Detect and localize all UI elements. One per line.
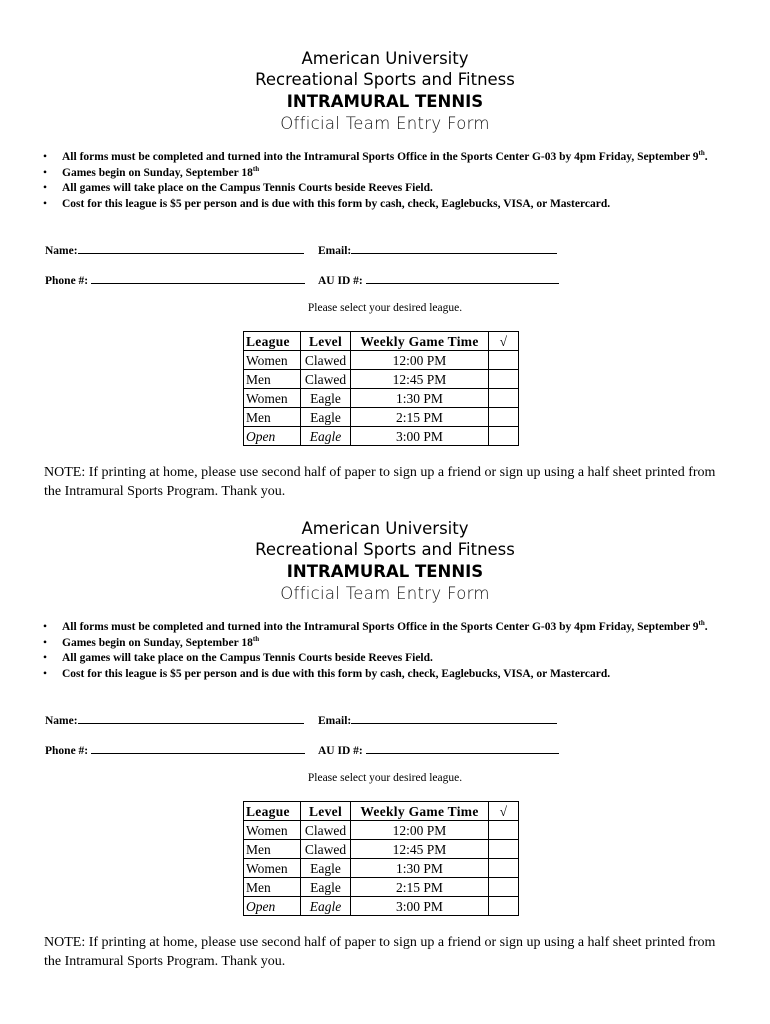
league-cell: Open	[244, 427, 301, 446]
time-cell: 1:30 PM	[351, 389, 489, 408]
table-row	[244, 427, 519, 446]
time-cell: 3:00 PM	[351, 897, 489, 916]
table-row	[244, 408, 519, 427]
phone-field[interactable]: Phone #:	[45, 273, 305, 287]
league-cell: Open	[244, 897, 301, 916]
header-league: League	[244, 332, 301, 351]
level-cell: Eagle	[301, 408, 351, 427]
name-field[interactable]: Name:	[45, 243, 304, 257]
time-cell: 12:45 PM	[351, 370, 489, 389]
printing-note: NOTE: If printing at home, please use second half of paper to sign up a friend or sign up using a half sheet printed from the Intramural Sports Program. Thank you.	[44, 465, 716, 499]
select-checkbox-cell[interactable]	[489, 408, 519, 427]
select-checkbox-cell[interactable]	[489, 821, 519, 840]
rule-cost: • Cost for this league is $5 per person and is due with this form by cash, check, Eaglebucks, VISA, or Mastercard.	[40, 667, 730, 683]
table-row	[244, 821, 519, 840]
time-cell: 12:45 PM	[351, 840, 489, 859]
header-league: League	[244, 802, 301, 821]
au-id-field[interactable]: AU ID #:	[318, 273, 559, 287]
phone-field[interactable]: Phone #:	[45, 743, 305, 757]
rule-location: • All games will take place on the Campus Tennis Courts beside Reeves Field.	[40, 181, 730, 197]
form-title: Official Team Entry Form	[280, 114, 490, 133]
league-cell: Men	[244, 370, 301, 389]
phone-line[interactable]	[91, 273, 305, 284]
header-check: √	[489, 332, 519, 351]
rules-list	[40, 620, 730, 682]
sport-title: INTRAMURAL TENNIS	[286, 562, 484, 581]
time-cell: 12:00 PM	[351, 821, 489, 840]
au-id-line[interactable]	[366, 743, 559, 754]
table-header-row	[244, 332, 519, 351]
printing-note: NOTE: If printing at home, please use second half of paper to sign up a friend or sign up using a half sheet printed from the Intramural Sports Program. Thank you.	[44, 935, 716, 969]
table-header-row	[244, 802, 519, 821]
name-line[interactable]	[78, 243, 304, 254]
select-checkbox-cell[interactable]	[489, 370, 519, 389]
league-cell: Women	[244, 859, 301, 878]
select-checkbox-cell[interactable]	[489, 897, 519, 916]
department-title: Recreational Sports and Fitness	[255, 70, 515, 89]
table-row	[244, 351, 519, 370]
entry-form-top	[0, 0, 770, 499]
email-line[interactable]	[351, 713, 557, 724]
au-id-line[interactable]	[366, 273, 559, 284]
time-cell: 1:30 PM	[351, 859, 489, 878]
select-checkbox-cell[interactable]	[489, 859, 519, 878]
table-row	[244, 859, 519, 878]
table-row	[244, 897, 519, 916]
league-table	[243, 801, 519, 916]
name-field[interactable]: Name:	[45, 713, 304, 727]
table-row	[244, 370, 519, 389]
header-level: Level	[301, 332, 351, 351]
time-cell: 3:00 PM	[351, 427, 489, 446]
select-checkbox-cell[interactable]	[489, 878, 519, 897]
rule-start-date: • Games begin on Sunday, September 18th	[40, 636, 730, 652]
select-checkbox-cell[interactable]	[489, 840, 519, 859]
name-line[interactable]	[78, 713, 304, 724]
university-title: American University	[301, 519, 469, 538]
form-title: Official Team Entry Form	[280, 584, 490, 603]
league-cell: Women	[244, 351, 301, 370]
level-cell: Eagle	[301, 389, 351, 408]
select-checkbox-cell[interactable]	[489, 351, 519, 370]
header-level: Level	[301, 802, 351, 821]
select-checkbox-cell[interactable]	[489, 389, 519, 408]
email-line[interactable]	[351, 243, 557, 254]
university-title: American University	[301, 49, 469, 68]
league-cell: Men	[244, 878, 301, 897]
select-checkbox-cell[interactable]	[489, 427, 519, 446]
league-instruction: Please select your desired league.	[307, 772, 463, 784]
email-field[interactable]: Email:	[318, 243, 557, 257]
department-title: Recreational Sports and Fitness	[255, 540, 515, 559]
level-cell: Eagle	[301, 878, 351, 897]
table-row	[244, 878, 519, 897]
au-id-field[interactable]: AU ID #:	[318, 743, 559, 757]
sport-title: INTRAMURAL TENNIS	[286, 92, 484, 111]
table-row	[244, 840, 519, 859]
email-field[interactable]: Email:	[318, 713, 557, 727]
level-cell: Clawed	[301, 351, 351, 370]
league-cell: Men	[244, 840, 301, 859]
rule-deadline: • All forms must be completed and turned into the Intramural Sports Office in the Sports Center G-03 by 4pm Friday, September 9th.	[40, 150, 730, 166]
rule-start-date: • Games begin on Sunday, September 18th	[40, 166, 730, 182]
league-instruction: Please select your desired league.	[307, 302, 463, 314]
time-cell: 2:15 PM	[351, 878, 489, 897]
level-cell: Clawed	[301, 821, 351, 840]
league-cell: Men	[244, 408, 301, 427]
level-cell: Eagle	[301, 859, 351, 878]
league-cell: Women	[244, 821, 301, 840]
rule-deadline: • All forms must be completed and turned into the Intramural Sports Office in the Sports Center G-03 by 4pm Friday, September 9th.	[40, 620, 730, 636]
league-table	[243, 331, 519, 446]
phone-line[interactable]	[91, 743, 305, 754]
rule-cost: • Cost for this league is $5 per person and is due with this form by cash, check, Eaglebucks, VISA, or Mastercard.	[40, 197, 730, 213]
rule-location: • All games will take place on the Campus Tennis Courts beside Reeves Field.	[40, 651, 730, 667]
entry-form-bottom	[0, 470, 770, 969]
header-time: Weekly Game Time	[351, 332, 489, 351]
level-cell: Clawed	[301, 370, 351, 389]
table-row	[244, 389, 519, 408]
level-cell: Clawed	[301, 840, 351, 859]
time-cell: 2:15 PM	[351, 408, 489, 427]
time-cell: 12:00 PM	[351, 351, 489, 370]
rules-list	[40, 150, 730, 212]
level-cell: Eagle	[301, 427, 351, 446]
header-check: √	[489, 802, 519, 821]
league-cell: Women	[244, 389, 301, 408]
level-cell: Eagle	[301, 897, 351, 916]
header-time: Weekly Game Time	[351, 802, 489, 821]
